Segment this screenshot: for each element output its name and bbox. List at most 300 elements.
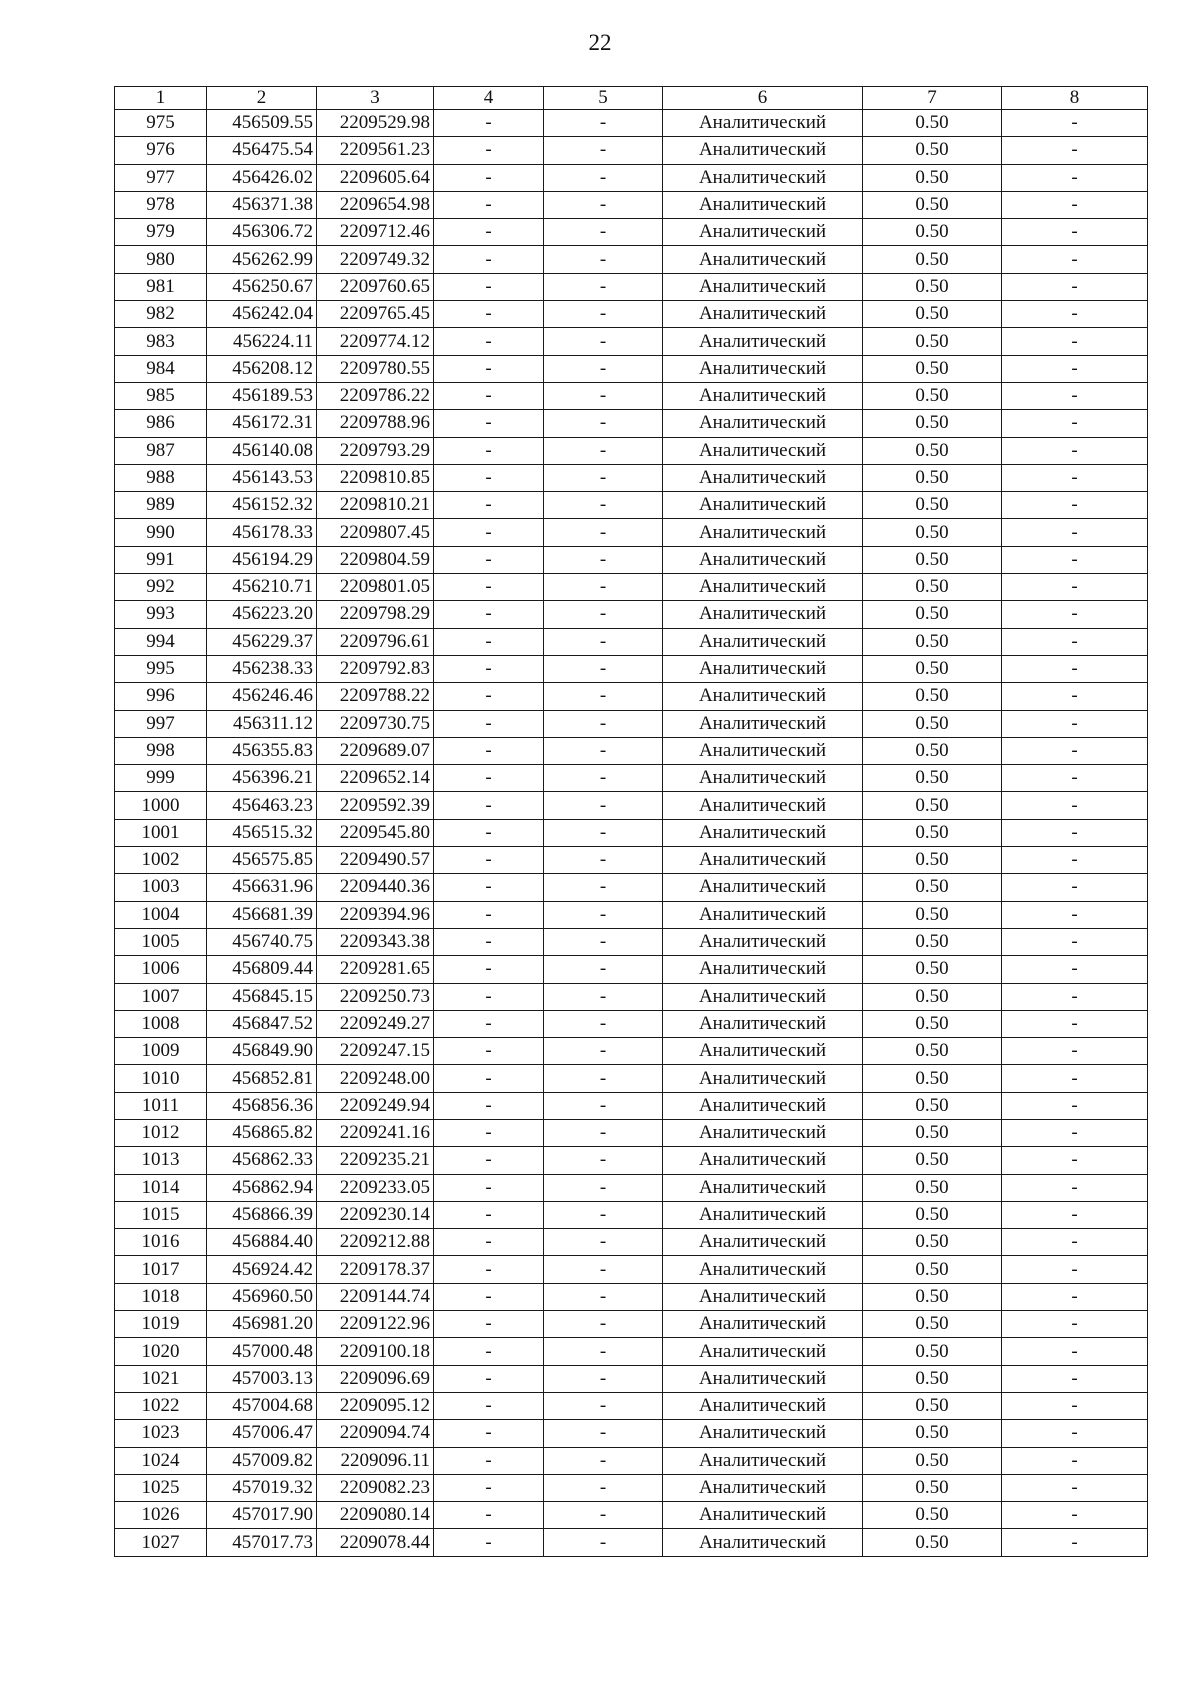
col4-value-cell: - bbox=[434, 355, 544, 382]
method-cell: Аналитический bbox=[663, 546, 863, 573]
accuracy-cell: 0.50 bbox=[863, 1038, 1002, 1065]
col5-value-cell: - bbox=[544, 1447, 663, 1474]
point-number-cell: 1027 bbox=[115, 1529, 207, 1556]
point-number-cell: 997 bbox=[115, 710, 207, 737]
table-row bbox=[115, 601, 1148, 628]
col8-value-cell: - bbox=[1002, 1092, 1148, 1119]
column-header-7: 7 bbox=[863, 87, 1002, 110]
method-cell: Аналитический bbox=[663, 683, 863, 710]
point-number-cell: 1007 bbox=[115, 983, 207, 1010]
y-coordinate-cell: 2209804.59 bbox=[317, 546, 434, 573]
point-number-cell: 1020 bbox=[115, 1338, 207, 1365]
table-row bbox=[115, 655, 1148, 682]
col8-value-cell: - bbox=[1002, 410, 1148, 437]
y-coordinate-cell: 2209241.16 bbox=[317, 1119, 434, 1146]
table-row bbox=[115, 956, 1148, 983]
point-number-cell: 986 bbox=[115, 410, 207, 437]
x-coordinate-cell: 456262.99 bbox=[207, 246, 317, 273]
col5-value-cell: - bbox=[544, 901, 663, 928]
y-coordinate-cell: 2209730.75 bbox=[317, 710, 434, 737]
x-coordinate-cell: 456396.21 bbox=[207, 765, 317, 792]
col8-value-cell: - bbox=[1002, 1065, 1148, 1092]
accuracy-cell: 0.50 bbox=[863, 1065, 1002, 1092]
point-number-cell: 1006 bbox=[115, 956, 207, 983]
y-coordinate-cell: 2209788.22 bbox=[317, 683, 434, 710]
accuracy-cell: 0.50 bbox=[863, 519, 1002, 546]
col5-value-cell: - bbox=[544, 464, 663, 491]
table-row bbox=[115, 874, 1148, 901]
col5-value-cell: - bbox=[544, 246, 663, 273]
x-coordinate-cell: 456740.75 bbox=[207, 928, 317, 955]
col5-value-cell: - bbox=[544, 1174, 663, 1201]
x-coordinate-cell: 456208.12 bbox=[207, 355, 317, 382]
method-cell: Аналитический bbox=[663, 655, 863, 682]
point-number-cell: 1024 bbox=[115, 1447, 207, 1474]
table-row bbox=[115, 1201, 1148, 1228]
method-cell: Аналитический bbox=[663, 819, 863, 846]
col4-value-cell: - bbox=[434, 710, 544, 737]
table-row bbox=[115, 246, 1148, 273]
point-number-cell: 1018 bbox=[115, 1283, 207, 1310]
method-cell: Аналитический bbox=[663, 1201, 863, 1228]
table-row bbox=[115, 1338, 1148, 1365]
method-cell: Аналитический bbox=[663, 1229, 863, 1256]
col5-value-cell: - bbox=[544, 847, 663, 874]
y-coordinate-cell: 2209178.37 bbox=[317, 1256, 434, 1283]
table-row bbox=[115, 1529, 1148, 1556]
accuracy-cell: 0.50 bbox=[863, 273, 1002, 300]
method-cell: Аналитический bbox=[663, 301, 863, 328]
point-number-cell: 1022 bbox=[115, 1392, 207, 1419]
method-cell: Аналитический bbox=[663, 1474, 863, 1501]
table-row bbox=[115, 1229, 1148, 1256]
y-coordinate-cell: 2209786.22 bbox=[317, 382, 434, 409]
point-number-cell: 1019 bbox=[115, 1311, 207, 1338]
x-coordinate-cell: 456809.44 bbox=[207, 956, 317, 983]
method-cell: Аналитический bbox=[663, 1092, 863, 1119]
y-coordinate-cell: 2209774.12 bbox=[317, 328, 434, 355]
col4-value-cell: - bbox=[434, 1201, 544, 1228]
method-cell: Аналитический bbox=[663, 1119, 863, 1146]
table-row bbox=[115, 1038, 1148, 1065]
table-row bbox=[115, 1092, 1148, 1119]
col8-value-cell: - bbox=[1002, 655, 1148, 682]
x-coordinate-cell: 456189.53 bbox=[207, 382, 317, 409]
col8-value-cell: - bbox=[1002, 874, 1148, 901]
col4-value-cell: - bbox=[434, 1529, 544, 1556]
col5-value-cell: - bbox=[544, 1474, 663, 1501]
col4-value-cell: - bbox=[434, 1474, 544, 1501]
accuracy-cell: 0.50 bbox=[863, 301, 1002, 328]
x-coordinate-cell: 456884.40 bbox=[207, 1229, 317, 1256]
x-coordinate-cell: 456210.71 bbox=[207, 574, 317, 601]
method-cell: Аналитический bbox=[663, 792, 863, 819]
x-coordinate-cell: 456631.96 bbox=[207, 874, 317, 901]
col8-value-cell: - bbox=[1002, 1365, 1148, 1392]
y-coordinate-cell: 2209281.65 bbox=[317, 956, 434, 983]
point-number-cell: 1011 bbox=[115, 1092, 207, 1119]
col4-value-cell: - bbox=[434, 137, 544, 164]
method-cell: Аналитический bbox=[663, 1365, 863, 1392]
table-row bbox=[115, 1283, 1148, 1310]
col4-value-cell: - bbox=[434, 1447, 544, 1474]
table-row bbox=[115, 1474, 1148, 1501]
col8-value-cell: - bbox=[1002, 219, 1148, 246]
y-coordinate-cell: 2209807.45 bbox=[317, 519, 434, 546]
col4-value-cell: - bbox=[434, 519, 544, 546]
method-cell: Аналитический bbox=[663, 410, 863, 437]
method-cell: Аналитический bbox=[663, 874, 863, 901]
col5-value-cell: - bbox=[544, 219, 663, 246]
accuracy-cell: 0.50 bbox=[863, 1392, 1002, 1419]
point-number-cell: 994 bbox=[115, 628, 207, 655]
col5-value-cell: - bbox=[544, 819, 663, 846]
col4-value-cell: - bbox=[434, 301, 544, 328]
point-number-cell: 1026 bbox=[115, 1502, 207, 1529]
col8-value-cell: - bbox=[1002, 1392, 1148, 1419]
y-coordinate-cell: 2209796.61 bbox=[317, 628, 434, 655]
accuracy-cell: 0.50 bbox=[863, 1502, 1002, 1529]
table-row bbox=[115, 819, 1148, 846]
x-coordinate-cell: 456311.12 bbox=[207, 710, 317, 737]
col4-value-cell: - bbox=[434, 792, 544, 819]
y-coordinate-cell: 2209605.64 bbox=[317, 164, 434, 191]
y-coordinate-cell: 2209490.57 bbox=[317, 847, 434, 874]
method-cell: Аналитический bbox=[663, 928, 863, 955]
method-cell: Аналитический bbox=[663, 355, 863, 382]
method-cell: Аналитический bbox=[663, 246, 863, 273]
accuracy-cell: 0.50 bbox=[863, 792, 1002, 819]
y-coordinate-cell: 2209096.11 bbox=[317, 1447, 434, 1474]
x-coordinate-cell: 456246.46 bbox=[207, 683, 317, 710]
method-cell: Аналитический bbox=[663, 765, 863, 792]
table-row bbox=[115, 1365, 1148, 1392]
point-number-cell: 1003 bbox=[115, 874, 207, 901]
table-row bbox=[115, 628, 1148, 655]
col5-value-cell: - bbox=[544, 655, 663, 682]
y-coordinate-cell: 2209654.98 bbox=[317, 191, 434, 218]
table-row bbox=[115, 464, 1148, 491]
col5-value-cell: - bbox=[544, 1338, 663, 1365]
x-coordinate-cell: 456238.33 bbox=[207, 655, 317, 682]
col5-value-cell: - bbox=[544, 1038, 663, 1065]
table-row bbox=[115, 110, 1148, 137]
point-number-cell: 993 bbox=[115, 601, 207, 628]
col4-value-cell: - bbox=[434, 601, 544, 628]
table-row bbox=[115, 928, 1148, 955]
accuracy-cell: 0.50 bbox=[863, 246, 1002, 273]
col4-value-cell: - bbox=[434, 1092, 544, 1119]
y-coordinate-cell: 2209096.69 bbox=[317, 1365, 434, 1392]
col8-value-cell: - bbox=[1002, 1529, 1148, 1556]
col4-value-cell: - bbox=[434, 1038, 544, 1065]
y-coordinate-cell: 2209094.74 bbox=[317, 1420, 434, 1447]
col8-value-cell: - bbox=[1002, 601, 1148, 628]
col5-value-cell: - bbox=[544, 683, 663, 710]
y-coordinate-cell: 2209793.29 bbox=[317, 437, 434, 464]
col8-value-cell: - bbox=[1002, 273, 1148, 300]
column-header-2: 2 bbox=[207, 87, 317, 110]
column-header-3: 3 bbox=[317, 87, 434, 110]
col8-value-cell: - bbox=[1002, 956, 1148, 983]
point-number-cell: 1015 bbox=[115, 1201, 207, 1228]
col4-value-cell: - bbox=[434, 847, 544, 874]
point-number-cell: 977 bbox=[115, 164, 207, 191]
col5-value-cell: - bbox=[544, 410, 663, 437]
y-coordinate-cell: 2209689.07 bbox=[317, 737, 434, 764]
table-row bbox=[115, 1065, 1148, 1092]
col8-value-cell: - bbox=[1002, 1447, 1148, 1474]
x-coordinate-cell: 456681.39 bbox=[207, 901, 317, 928]
col5-value-cell: - bbox=[544, 301, 663, 328]
accuracy-cell: 0.50 bbox=[863, 492, 1002, 519]
col8-value-cell: - bbox=[1002, 437, 1148, 464]
x-coordinate-cell: 456224.11 bbox=[207, 328, 317, 355]
col8-value-cell: - bbox=[1002, 1174, 1148, 1201]
table-row bbox=[115, 137, 1148, 164]
point-number-cell: 976 bbox=[115, 137, 207, 164]
table-row bbox=[115, 437, 1148, 464]
col5-value-cell: - bbox=[544, 328, 663, 355]
y-coordinate-cell: 2209561.23 bbox=[317, 137, 434, 164]
col8-value-cell: - bbox=[1002, 574, 1148, 601]
point-number-cell: 988 bbox=[115, 464, 207, 491]
method-cell: Аналитический bbox=[663, 1338, 863, 1365]
point-number-cell: 991 bbox=[115, 546, 207, 573]
y-coordinate-cell: 2209765.45 bbox=[317, 301, 434, 328]
table-row bbox=[115, 1447, 1148, 1474]
method-cell: Аналитический bbox=[663, 574, 863, 601]
col5-value-cell: - bbox=[544, 1283, 663, 1310]
col5-value-cell: - bbox=[544, 382, 663, 409]
x-coordinate-cell: 457006.47 bbox=[207, 1420, 317, 1447]
point-number-cell: 983 bbox=[115, 328, 207, 355]
col4-value-cell: - bbox=[434, 683, 544, 710]
col5-value-cell: - bbox=[544, 792, 663, 819]
y-coordinate-cell: 2209233.05 bbox=[317, 1174, 434, 1201]
y-coordinate-cell: 2209235.21 bbox=[317, 1147, 434, 1174]
x-coordinate-cell: 457009.82 bbox=[207, 1447, 317, 1474]
point-number-cell: 1002 bbox=[115, 847, 207, 874]
x-coordinate-cell: 456509.55 bbox=[207, 110, 317, 137]
table-row bbox=[115, 1010, 1148, 1037]
col4-value-cell: - bbox=[434, 737, 544, 764]
col4-value-cell: - bbox=[434, 410, 544, 437]
point-number-cell: 998 bbox=[115, 737, 207, 764]
col8-value-cell: - bbox=[1002, 765, 1148, 792]
accuracy-cell: 0.50 bbox=[863, 901, 1002, 928]
method-cell: Аналитический bbox=[663, 901, 863, 928]
x-coordinate-cell: 456847.52 bbox=[207, 1010, 317, 1037]
col4-value-cell: - bbox=[434, 1338, 544, 1365]
col8-value-cell: - bbox=[1002, 1201, 1148, 1228]
x-coordinate-cell: 457019.32 bbox=[207, 1474, 317, 1501]
col8-value-cell: - bbox=[1002, 1338, 1148, 1365]
method-cell: Аналитический bbox=[663, 110, 863, 137]
method-cell: Аналитический bbox=[663, 1529, 863, 1556]
y-coordinate-cell: 2209749.32 bbox=[317, 246, 434, 273]
x-coordinate-cell: 457017.73 bbox=[207, 1529, 317, 1556]
table-row bbox=[115, 519, 1148, 546]
x-coordinate-cell: 456355.83 bbox=[207, 737, 317, 764]
y-coordinate-cell: 2209810.21 bbox=[317, 492, 434, 519]
col4-value-cell: - bbox=[434, 983, 544, 1010]
x-coordinate-cell: 456172.31 bbox=[207, 410, 317, 437]
col5-value-cell: - bbox=[544, 1147, 663, 1174]
col8-value-cell: - bbox=[1002, 464, 1148, 491]
accuracy-cell: 0.50 bbox=[863, 437, 1002, 464]
x-coordinate-cell: 457003.13 bbox=[207, 1365, 317, 1392]
col8-value-cell: - bbox=[1002, 901, 1148, 928]
point-number-cell: 1010 bbox=[115, 1065, 207, 1092]
accuracy-cell: 0.50 bbox=[863, 464, 1002, 491]
col4-value-cell: - bbox=[434, 1010, 544, 1037]
accuracy-cell: 0.50 bbox=[863, 191, 1002, 218]
col8-value-cell: - bbox=[1002, 519, 1148, 546]
table-row bbox=[115, 219, 1148, 246]
x-coordinate-cell: 456229.37 bbox=[207, 628, 317, 655]
col8-value-cell: - bbox=[1002, 355, 1148, 382]
x-coordinate-cell: 457004.68 bbox=[207, 1392, 317, 1419]
point-number-cell: 981 bbox=[115, 273, 207, 300]
y-coordinate-cell: 2209212.88 bbox=[317, 1229, 434, 1256]
col4-value-cell: - bbox=[434, 1392, 544, 1419]
accuracy-cell: 0.50 bbox=[863, 628, 1002, 655]
col5-value-cell: - bbox=[544, 1256, 663, 1283]
point-number-cell: 1012 bbox=[115, 1119, 207, 1146]
col4-value-cell: - bbox=[434, 1365, 544, 1392]
col8-value-cell: - bbox=[1002, 382, 1148, 409]
x-coordinate-cell: 456426.02 bbox=[207, 164, 317, 191]
y-coordinate-cell: 2209249.27 bbox=[317, 1010, 434, 1037]
accuracy-cell: 0.50 bbox=[863, 928, 1002, 955]
col5-value-cell: - bbox=[544, 1201, 663, 1228]
method-cell: Аналитический bbox=[663, 847, 863, 874]
x-coordinate-cell: 456515.32 bbox=[207, 819, 317, 846]
x-coordinate-cell: 457017.90 bbox=[207, 1502, 317, 1529]
method-cell: Аналитический bbox=[663, 1256, 863, 1283]
col4-value-cell: - bbox=[434, 219, 544, 246]
column-header-6: 6 bbox=[663, 87, 863, 110]
page-number: 22 bbox=[588, 30, 612, 55]
table-row bbox=[115, 792, 1148, 819]
point-number-cell: 996 bbox=[115, 683, 207, 710]
col5-value-cell: - bbox=[544, 601, 663, 628]
col4-value-cell: - bbox=[434, 328, 544, 355]
x-coordinate-cell: 456862.33 bbox=[207, 1147, 317, 1174]
y-coordinate-cell: 2209247.15 bbox=[317, 1038, 434, 1065]
y-coordinate-cell: 2209082.23 bbox=[317, 1474, 434, 1501]
point-number-cell: 985 bbox=[115, 382, 207, 409]
table-row bbox=[115, 683, 1148, 710]
col4-value-cell: - bbox=[434, 546, 544, 573]
col4-value-cell: - bbox=[434, 246, 544, 273]
y-coordinate-cell: 2209652.14 bbox=[317, 765, 434, 792]
table-row bbox=[115, 737, 1148, 764]
accuracy-cell: 0.50 bbox=[863, 382, 1002, 409]
col5-value-cell: - bbox=[544, 1229, 663, 1256]
x-coordinate-cell: 456865.82 bbox=[207, 1119, 317, 1146]
y-coordinate-cell: 2209100.18 bbox=[317, 1338, 434, 1365]
col4-value-cell: - bbox=[434, 1147, 544, 1174]
col5-value-cell: - bbox=[544, 765, 663, 792]
col5-value-cell: - bbox=[544, 874, 663, 901]
col4-value-cell: - bbox=[434, 1065, 544, 1092]
y-coordinate-cell: 2209780.55 bbox=[317, 355, 434, 382]
table-row bbox=[115, 765, 1148, 792]
table-row bbox=[115, 328, 1148, 355]
y-coordinate-cell: 2209343.38 bbox=[317, 928, 434, 955]
col5-value-cell: - bbox=[544, 1392, 663, 1419]
col4-value-cell: - bbox=[434, 273, 544, 300]
x-coordinate-cell: 456475.54 bbox=[207, 137, 317, 164]
accuracy-cell: 0.50 bbox=[863, 1256, 1002, 1283]
method-cell: Аналитический bbox=[663, 1283, 863, 1310]
x-coordinate-cell: 457000.48 bbox=[207, 1338, 317, 1365]
col5-value-cell: - bbox=[544, 928, 663, 955]
table-row bbox=[115, 901, 1148, 928]
col5-value-cell: - bbox=[544, 574, 663, 601]
y-coordinate-cell: 2209144.74 bbox=[317, 1283, 434, 1310]
accuracy-cell: 0.50 bbox=[863, 137, 1002, 164]
accuracy-cell: 0.50 bbox=[863, 1283, 1002, 1310]
method-cell: Аналитический bbox=[663, 1420, 863, 1447]
col5-value-cell: - bbox=[544, 110, 663, 137]
col4-value-cell: - bbox=[434, 1283, 544, 1310]
point-number-cell: 980 bbox=[115, 246, 207, 273]
col8-value-cell: - bbox=[1002, 137, 1148, 164]
col4-value-cell: - bbox=[434, 1229, 544, 1256]
x-coordinate-cell: 456981.20 bbox=[207, 1311, 317, 1338]
accuracy-cell: 0.50 bbox=[863, 683, 1002, 710]
point-number-cell: 990 bbox=[115, 519, 207, 546]
accuracy-cell: 0.50 bbox=[863, 355, 1002, 382]
col4-value-cell: - bbox=[434, 1256, 544, 1283]
y-coordinate-cell: 2209529.98 bbox=[317, 110, 434, 137]
accuracy-cell: 0.50 bbox=[863, 1119, 1002, 1146]
col4-value-cell: - bbox=[434, 901, 544, 928]
accuracy-cell: 0.50 bbox=[863, 1174, 1002, 1201]
column-header-5: 5 bbox=[544, 87, 663, 110]
method-cell: Аналитический bbox=[663, 956, 863, 983]
col8-value-cell: - bbox=[1002, 928, 1148, 955]
y-coordinate-cell: 2209792.83 bbox=[317, 655, 434, 682]
x-coordinate-cell: 456856.36 bbox=[207, 1092, 317, 1119]
y-coordinate-cell: 2209080.14 bbox=[317, 1502, 434, 1529]
col8-value-cell: - bbox=[1002, 301, 1148, 328]
table-row bbox=[115, 847, 1148, 874]
col8-value-cell: - bbox=[1002, 710, 1148, 737]
col5-value-cell: - bbox=[544, 710, 663, 737]
col4-value-cell: - bbox=[434, 655, 544, 682]
y-coordinate-cell: 2209801.05 bbox=[317, 574, 434, 601]
col5-value-cell: - bbox=[544, 137, 663, 164]
column-header-8: 8 bbox=[1002, 87, 1148, 110]
accuracy-cell: 0.50 bbox=[863, 1447, 1002, 1474]
point-number-cell: 1004 bbox=[115, 901, 207, 928]
x-coordinate-cell: 456223.20 bbox=[207, 601, 317, 628]
col8-value-cell: - bbox=[1002, 246, 1148, 273]
accuracy-cell: 0.50 bbox=[863, 710, 1002, 737]
method-cell: Аналитический bbox=[663, 219, 863, 246]
col4-value-cell: - bbox=[434, 928, 544, 955]
point-number-cell: 984 bbox=[115, 355, 207, 382]
method-cell: Аналитический bbox=[663, 737, 863, 764]
y-coordinate-cell: 2209545.80 bbox=[317, 819, 434, 846]
col5-value-cell: - bbox=[544, 1365, 663, 1392]
col8-value-cell: - bbox=[1002, 110, 1148, 137]
point-number-cell: 992 bbox=[115, 574, 207, 601]
